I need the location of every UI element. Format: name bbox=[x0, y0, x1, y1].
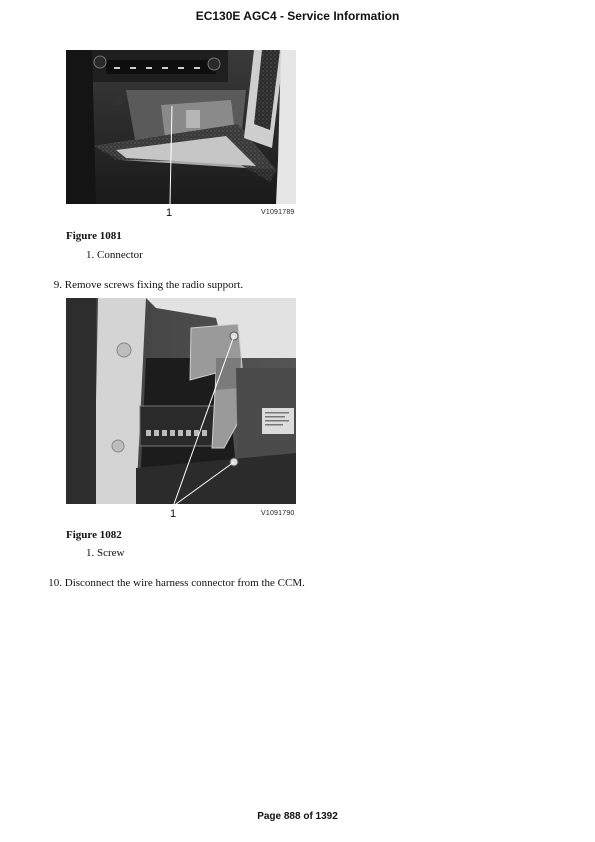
step-number: 10. bbox=[48, 577, 62, 589]
figure-legend: 1. Connector bbox=[86, 249, 143, 261]
step-10 bbox=[48, 577, 305, 589]
figure-legend: 1. Screw bbox=[86, 547, 125, 559]
figure-1082 bbox=[66, 298, 296, 524]
figure-title: Figure 1082 bbox=[66, 529, 122, 541]
page-footer: Page 888 of 1392 bbox=[257, 811, 338, 822]
image-code: V1091790 bbox=[261, 510, 295, 517]
figure-title: Figure 1081 bbox=[66, 230, 122, 242]
callout-label: 1 bbox=[170, 508, 177, 520]
step-text: Remove screws fixing the radio support. bbox=[64, 279, 244, 291]
screw-photo bbox=[66, 298, 296, 504]
connector-photo bbox=[66, 50, 296, 204]
step-text: Disconnect the wire harness connector from the CCM. bbox=[64, 577, 305, 589]
page-header: EC130E AGC4 - Service Information bbox=[195, 9, 400, 23]
step-9 bbox=[48, 279, 243, 291]
figure-1081 bbox=[66, 50, 296, 226]
step-number: 9. bbox=[53, 279, 62, 291]
image-code: V1091789 bbox=[261, 209, 295, 216]
callout-label: 1 bbox=[166, 207, 173, 219]
